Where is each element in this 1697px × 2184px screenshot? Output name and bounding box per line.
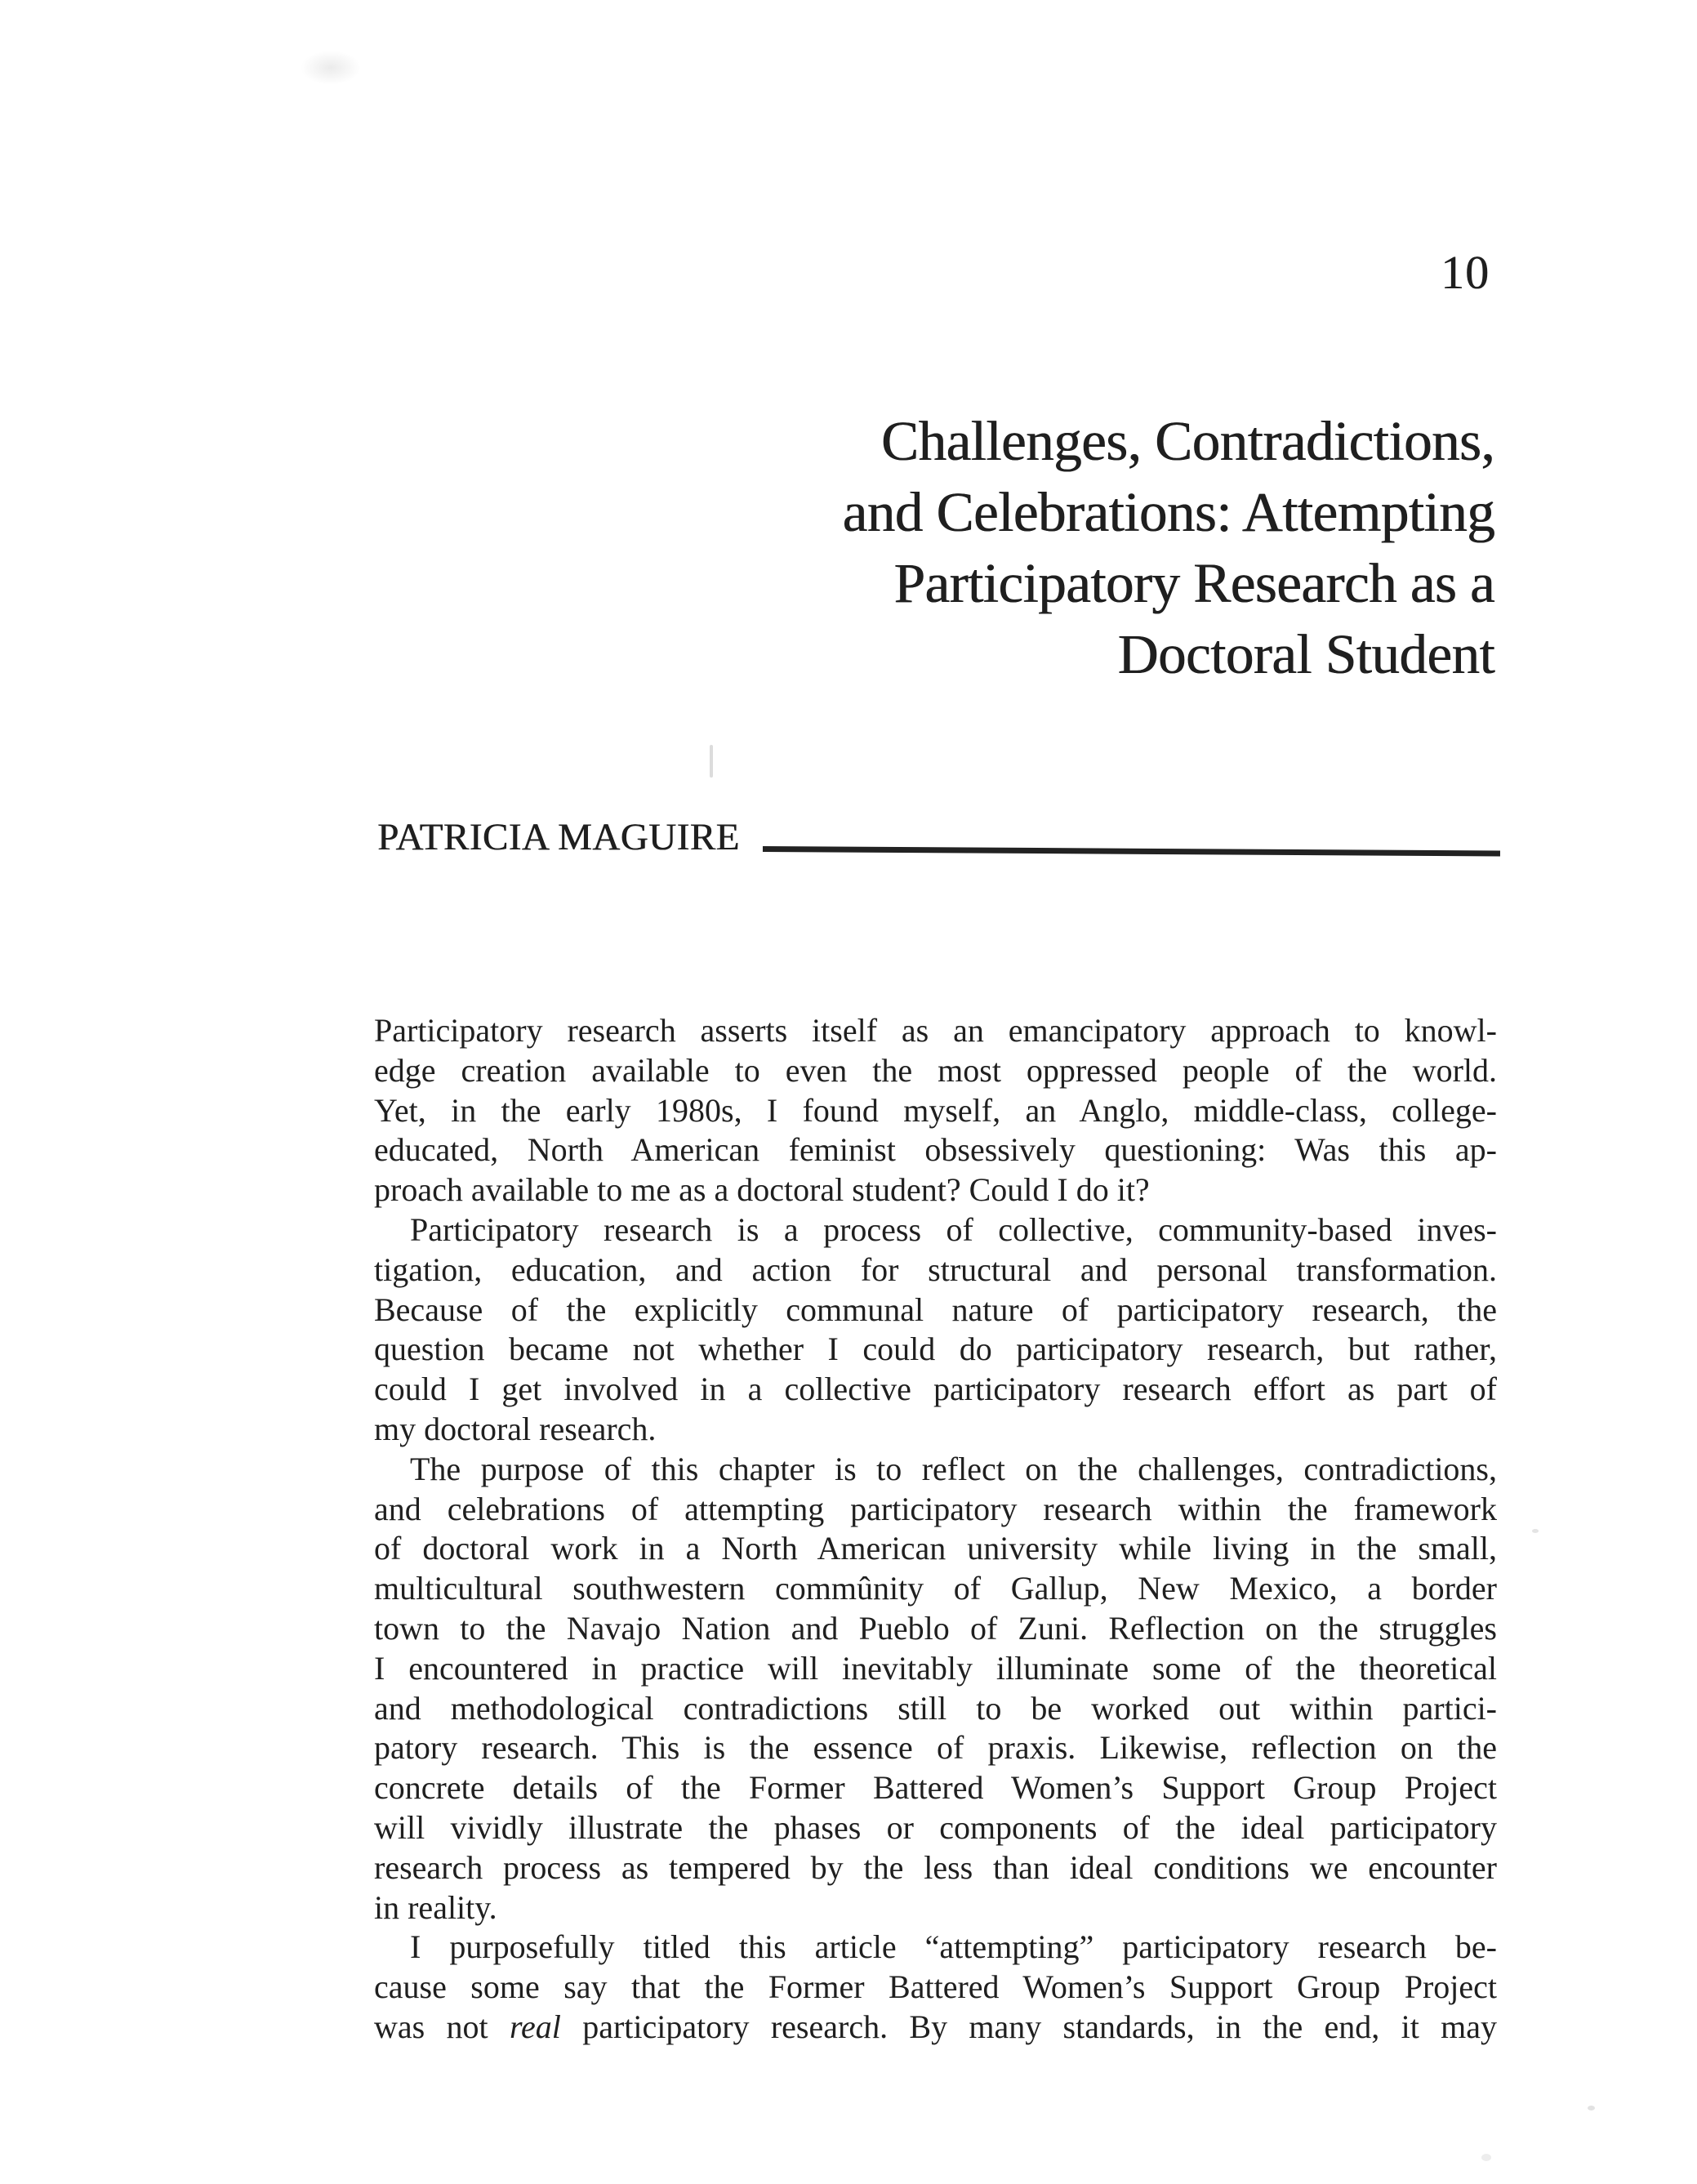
body-line: my doctoral research. [374,1410,657,1447]
scan-artifact [301,51,361,85]
text-run: participatory research. By many standards, in the end, it may [560,2008,1497,2045]
body-line: could I get involved in a collective participatory research effort as part of [374,1371,1497,1408]
body-line: Participatory research is a process of collective, community-based inves- [410,1210,1497,1248]
byline-rule [763,846,1500,857]
body-line: question became not whether I could do participatory research, but rather, [374,1330,1497,1368]
body-line: cause some say that the Former Battered Women’s Support Group Project [374,1968,1497,2006]
italic-run: real [509,2008,561,2045]
body-line: proach available to me as a doctoral student? Could I do it? [374,1171,1150,1209]
scan-artifact [1588,2106,1595,2110]
body-line: and methodological contradictions still to be worked out within partici- [374,1689,1497,1727]
body-line: tigation, education, and action for structural and personal transformation. [374,1250,1497,1288]
chapter-title-line: and Celebrations: Attempting [842,481,1494,543]
body-line: concrete details of the Former Battered Women’s Support Group Project [374,1769,1497,1807]
body-line: Yet, in the early 1980s, I found myself, an Anglo, middle-class, college- [374,1091,1497,1129]
body-line: town to the Navajo Nation and Pueblo of Zuni. Reflection on the struggles [374,1609,1497,1647]
body-line: educated, North American feminist obsessively questioning: Was this ap- [374,1131,1497,1169]
scan-artifact [1481,2154,1491,2161]
body-text [374,1011,1497,2048]
body-line: of doctoral work in a North American university while living in the small, [374,1530,1497,1567]
body-line: Because of the explicitly communal nature of participatory research, the [374,1290,1497,1328]
body-line: The purpose of this chapter is to reflect on the challenges, contradictions, [410,1450,1497,1487]
body-line [374,2008,1497,2048]
chapter-number: 10 [1441,246,1490,299]
body-line: Participatory research asserts itself as an emancipatory approach to knowl- [374,1012,1497,1049]
text-run: was not [374,2008,510,2045]
body-line: I encountered in practice will inevitably illuminate some of the theoretical [374,1649,1497,1687]
byline [377,815,1500,859]
chapter-title [245,406,1494,690]
paragraph [374,1928,1497,2047]
chapter-title-line: Doctoral Student [1117,623,1494,685]
author-name: PATRICIA MAGUIRE [377,816,740,858]
body-line: multicultural southwestern commûnity of Gallup, New Mexico, a border [374,1570,1497,1607]
scan-artifact [710,745,713,778]
chapter-title-line: Participatory Research as a [893,552,1494,614]
paragraph [374,1210,1497,1450]
paragraph [374,1450,1497,1928]
body-line: and celebrations of attempting participatory research within the framework [374,1490,1497,1527]
body-line: patory research. This is the essence of praxis. Likewise, reflection on the [374,1729,1497,1767]
body-line: I purposefully titled this article “attempting” participatory research be- [410,1928,1497,1966]
paragraph [374,1011,1497,1210]
body-line: edge creation available to even the most oppressed people of the world. [374,1051,1497,1089]
body-line: in reality. [374,1888,497,1926]
body-line: will vividly illustrate the phases or components of the ideal participatory [374,1808,1497,1846]
chapter-title-line: Challenges, Contradictions, [880,410,1494,472]
body-line: research process as tempered by the less than ideal conditions we encounter [374,1848,1497,1886]
scan-artifact [1532,1529,1539,1533]
